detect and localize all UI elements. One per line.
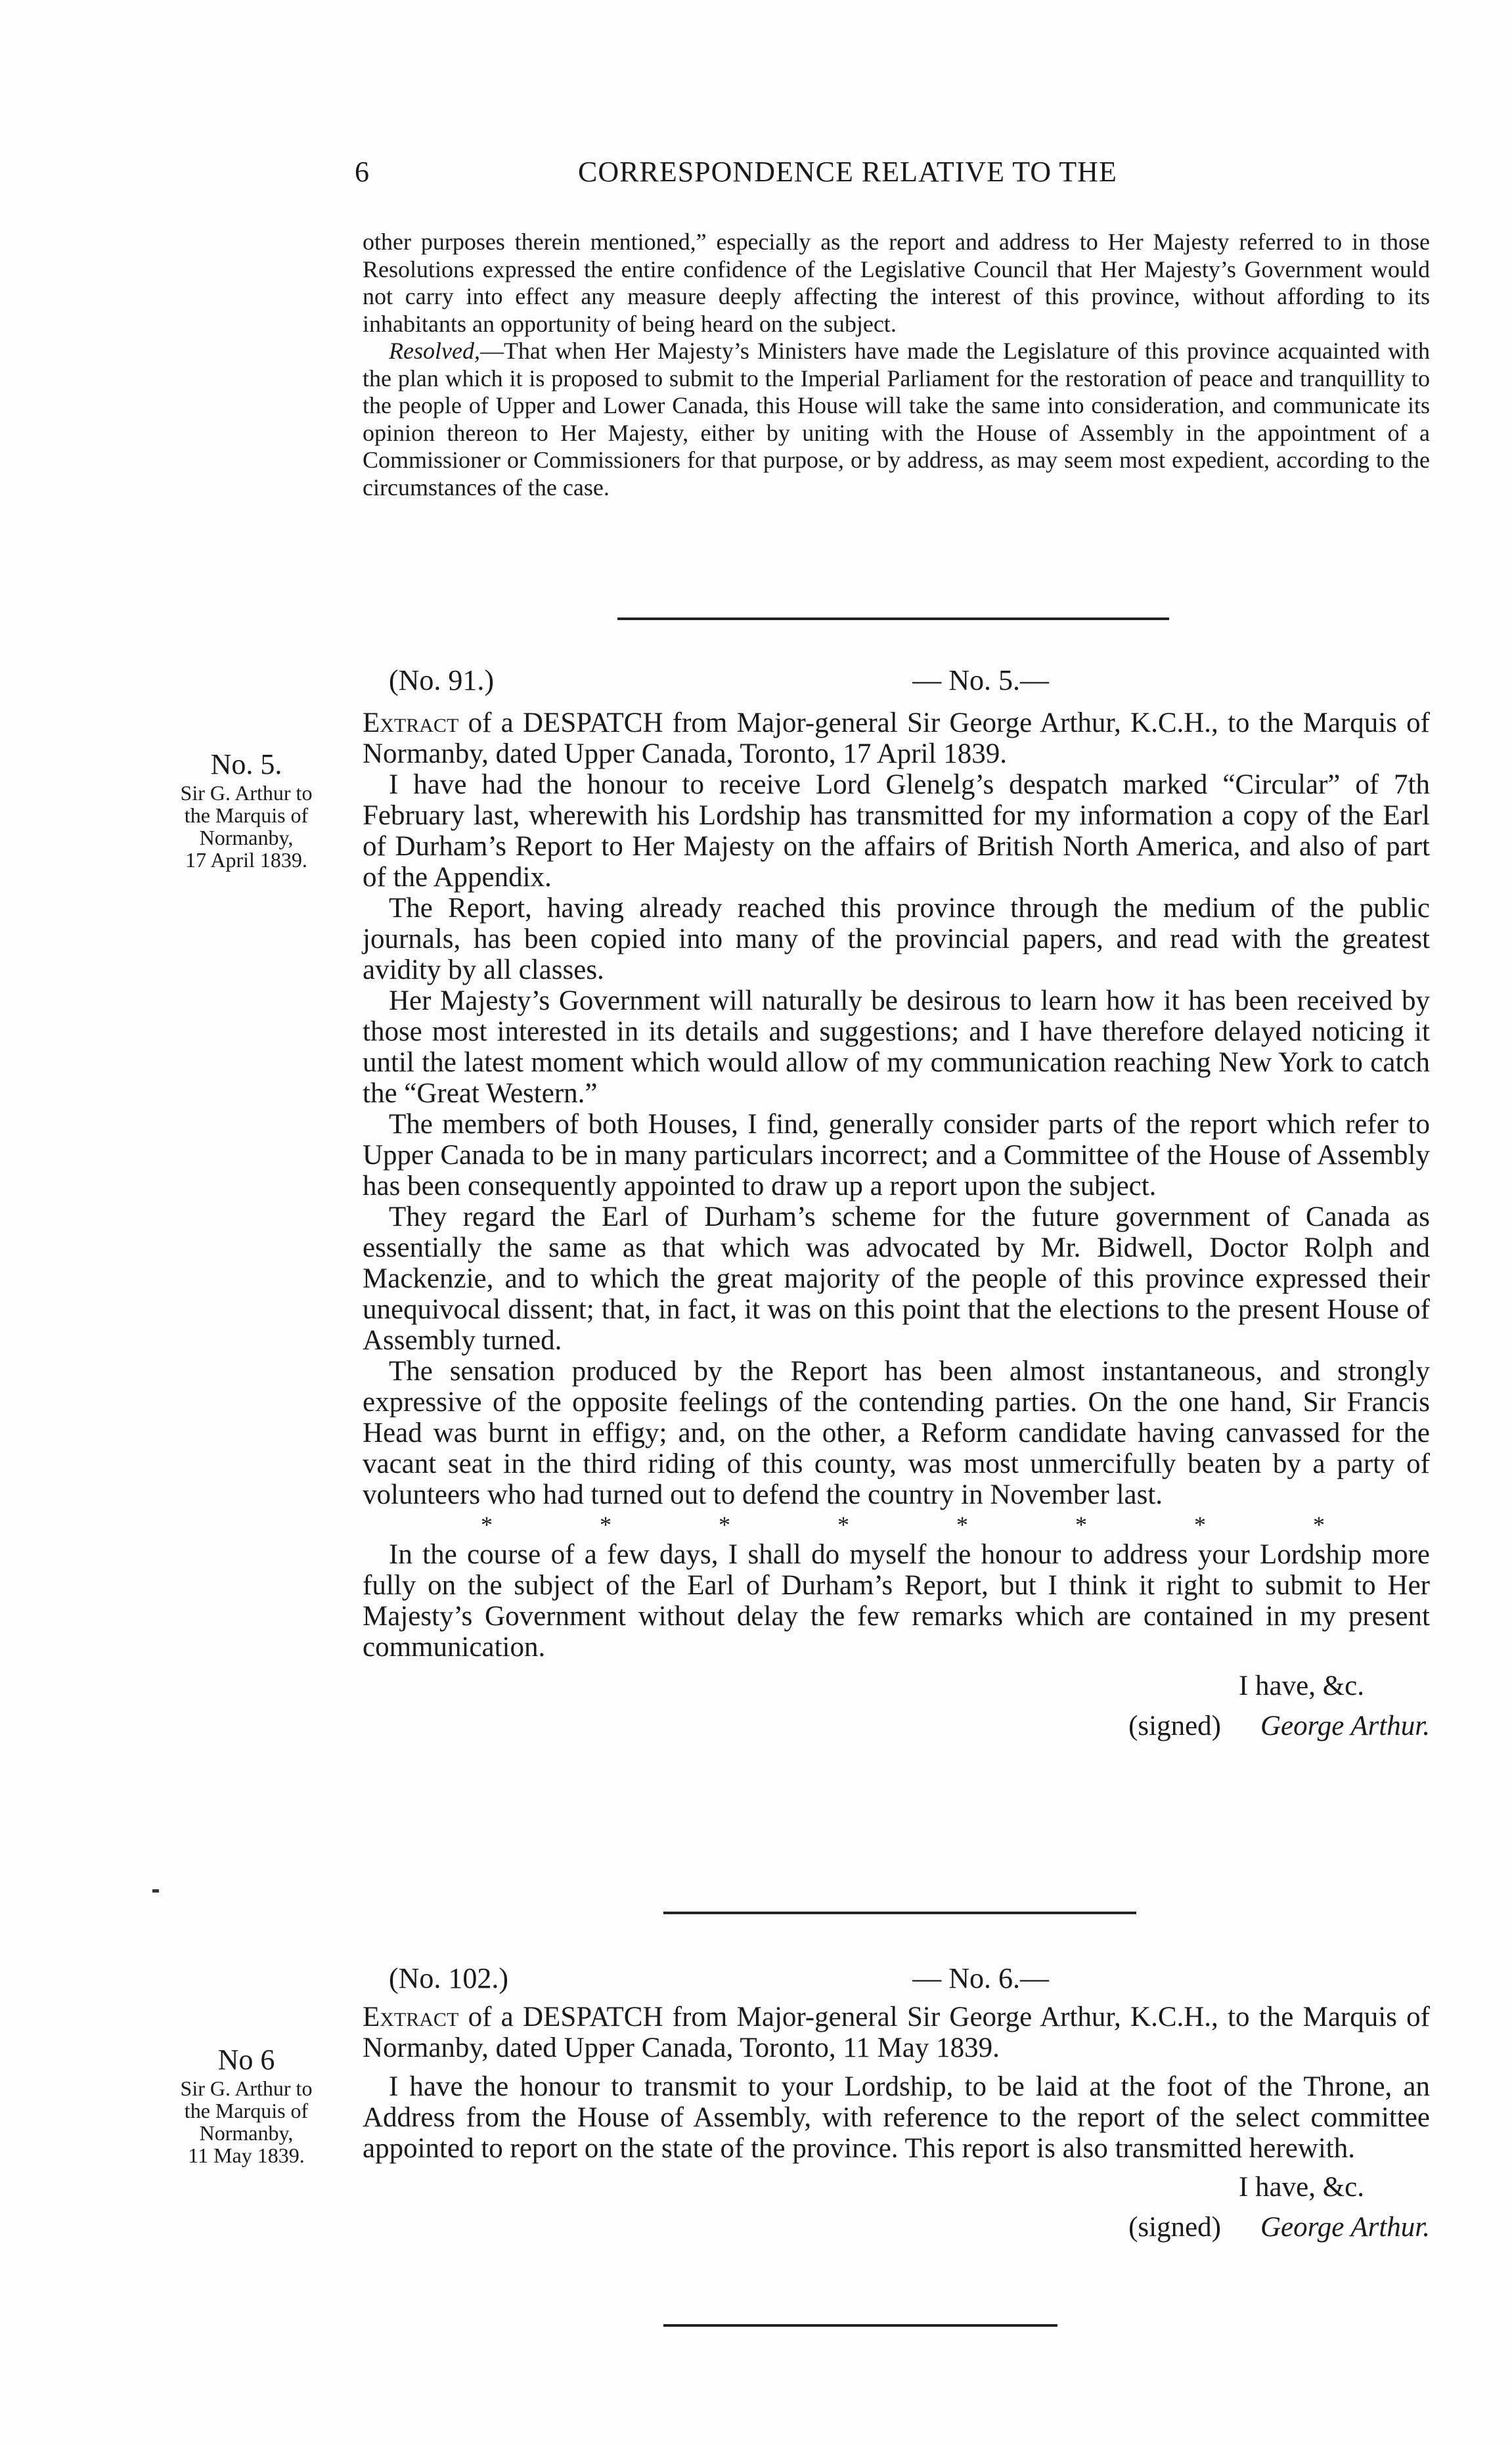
- sidenote-date: 11 May 1839.: [188, 2143, 305, 2167]
- body-paragraph: The sensation produced by the Report has been almost instantaneous, and strongly expressive of the opposite feelings of the contending parties. On the one hand, Sir Francis Head was burnt in effigy; and, on the other, a Reform candidate having canvassed for the vacant seat in the third riding of this county, was most unmercifully beaten by a party of volunteers who had turned out to defend the country in November last.: [363, 1356, 1430, 1510]
- signature-line: [363, 1710, 1430, 1742]
- body-paragraph: I have the honour to transmit to your Lordship, to be laid at the foot of the Throne, an Address from the House of Assembly, with reference to the report of the select committee appointed to report on the state of the province. This report is also transmitted herewith.: [363, 2071, 1430, 2164]
- despatch-title-text: of a DESPATCH from Major-general Sir George Arthur, K.C.H., to the Marquis of Normanby, dated Upper Canada, Toronto, 11 May 1839.: [363, 2002, 1430, 2063]
- despatch-ref: (No. 91.): [389, 664, 495, 696]
- signature: George Arthur.: [1260, 2212, 1430, 2243]
- despatch-title: [363, 2002, 1430, 2063]
- signed-label: (signed): [1128, 1711, 1221, 1741]
- asterism: [363, 1510, 1430, 1539]
- star: *: [600, 1512, 611, 1538]
- sidenote-line: the Marquis of: [184, 803, 309, 827]
- section-divider: [663, 1912, 1136, 1914]
- sidenote-line: Sir G. Arthur to: [180, 2076, 313, 2100]
- running-head: CORRESPONDENCE RELATIVE TO THE: [578, 156, 1117, 188]
- section-divider: [617, 617, 1169, 620]
- star: *: [1313, 1512, 1325, 1538]
- body-paragraph: I have had the honour to receive Lord Glenelg’s despatch marked “Circular” of 7th February last, wherewith his Lordship has transmitted for my information a copy of the Earl of Durham’s Report to Her Majesty on the affairs of British North America, and also of part of the Appendix.: [363, 769, 1430, 893]
- extract-label: Extract: [363, 707, 459, 738]
- despatch-no6: [363, 1962, 1430, 2243]
- closing-line: I have, &c.: [1238, 1671, 1364, 1701]
- sidenote-number: No 6: [217, 2044, 275, 2076]
- sidenote-line: Sir G. Arthur to: [180, 781, 313, 805]
- sidenote-number: No. 5.: [210, 748, 282, 780]
- body-paragraph: Her Majesty’s Government will naturally be desirous to learn how it has been received by those most interested in its details and suggestions; and I have therefore delayed noticing it until the latest moment which would allow of my communication reaching New York to catch the “Great Western.”: [363, 985, 1430, 1109]
- resolved-label: Resolved,: [389, 338, 480, 364]
- signature: George Arthur.: [1260, 1711, 1430, 1741]
- body-paragraph: The Report, having already reached this province through the medium of the public journals, has been copied into many of the provincial papers, and read with the greatest avidity by all classes.: [363, 893, 1430, 985]
- despatch-number-line: [363, 1962, 1430, 1995]
- sidenote-no5: [151, 748, 342, 871]
- body-paragraph: They regard the Earl of Durham’s scheme for the future government of Canada as essentially the same as that which was advocated by Mr. Bidwell, Doctor Rolph and Mackenzie, and to which the great majority of the people of this province expressed their unequivocal dissent; that, in fact, it was on this point that the elections to the present House of Assembly turned.: [363, 1201, 1430, 1356]
- page-header: [355, 155, 1379, 201]
- star: *: [481, 1512, 493, 1538]
- despatch-title: [363, 707, 1430, 769]
- star: *: [956, 1512, 968, 1538]
- body-paragraph: The members of both Houses, I find, generally consider parts of the report which refer to Upper Canada to be in many particulars incorrect; and a Committee of the House of Assembly has been consequently appointed to draw up a report upon the subject.: [363, 1109, 1430, 1201]
- sidenote-line: Normanby,: [199, 2121, 294, 2145]
- star: *: [837, 1512, 849, 1538]
- despatch-number-line: [363, 663, 1430, 697]
- despatch-no5: [363, 663, 1430, 1742]
- signature-line: [363, 2211, 1430, 2243]
- intro-paragraph: other purposes therein mentioned,” especially as the report and address to Her Majesty referred to in those Resolutions expressed the entire confidence of the Legislative Council that Her Majesty’s Government would not carry into effect any measure deeply affecting the interest of this province, without affording to its inhabitants an opportunity of being heard on the subject.: [363, 229, 1430, 337]
- sidenote-no6: [151, 2043, 342, 2166]
- page-number: 6: [355, 156, 369, 188]
- despatch-ref: (No. 102.): [389, 1962, 509, 1994]
- star: *: [719, 1512, 730, 1538]
- sidenote-line: the Marquis of: [184, 2099, 309, 2122]
- closing-line: I have, &c.: [1238, 2172, 1364, 2203]
- end-divider: [663, 2324, 1057, 2327]
- resolved-text: —That when Her Majesty’s Ministers have made the Legislature of this province acquainted with the plan which it is proposed to submit to the Imperial Parliament for the restoration of peace and tranquillity to the people of Upper and Lower Canada, this House will take the same into consideration, and communicate its opinion thereon to Her Majesty, either by uniting with the House of Assembly in the appointment of a Commissioner or Commissioners for that purpose, or by address, as may seem most expedient, according to the circumstances of the case.: [363, 338, 1430, 501]
- sidenote-line: Normanby,: [199, 826, 294, 849]
- despatch-title-text: of a DESPATCH from Major-general Sir George Arthur, K.C.H., to the Marquis of Normanby, dated Upper Canada, Toronto, 17 April 1839.: [363, 707, 1430, 769]
- sidenote-date: 17 April 1839.: [185, 848, 307, 872]
- star: *: [1194, 1512, 1206, 1538]
- signed-label: (signed): [1128, 2212, 1221, 2243]
- final-paragraph: In the course of a few days, I shall do myself the honour to address your Lordship more fully on the subject of the Earl of Durham’s Report, but I think it right to submit to Her Majesty’s Government without delay the few remarks which are contained in my present communication.: [363, 1539, 1430, 1663]
- star: *: [1075, 1512, 1087, 1538]
- despatch-number: — No. 5.—: [912, 664, 1049, 696]
- despatch-number: — No. 6.—: [912, 1962, 1049, 1994]
- resolved-paragraph: [363, 338, 1430, 501]
- extract-label: Extract: [363, 2002, 459, 2032]
- intro-section: [363, 229, 1430, 501]
- margin-mark: [152, 1889, 159, 1893]
